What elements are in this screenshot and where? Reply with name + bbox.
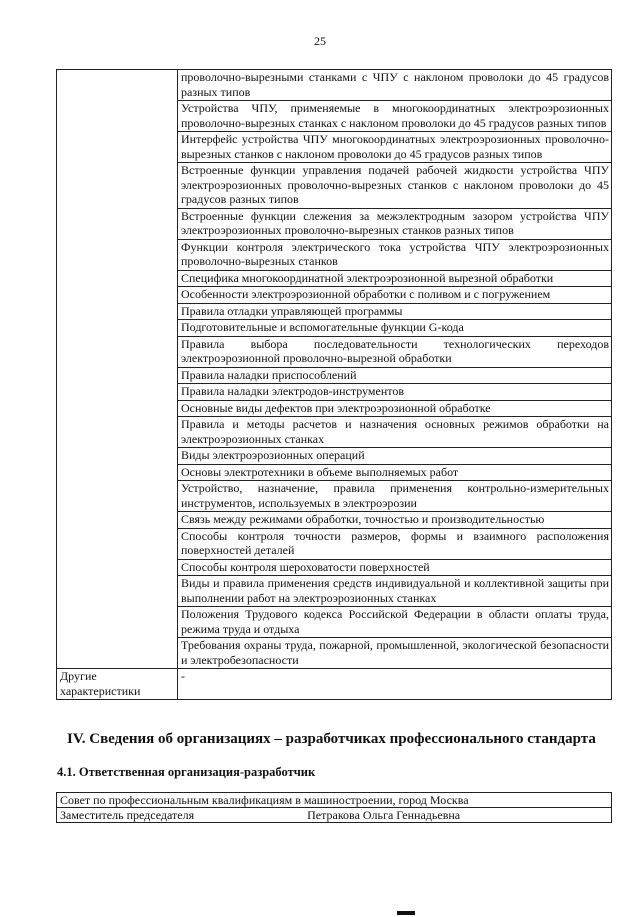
knowledge-item: Требования охраны труда, пожарной, промышленной, экологической безопасности и электробезопасности (178, 638, 612, 669)
organization-name: Совет по профессиональным квалификациям в машиностроении, город Москва (57, 793, 612, 808)
scan-artifact (397, 911, 415, 915)
knowledge-item: Связь между режимами обработки, точностью и производительностью (178, 512, 612, 529)
table-row (57, 70, 612, 101)
knowledge-item: Правила наладки электродов-инструментов (178, 384, 612, 401)
knowledge-item: Способы контроля точности размеров, формы и взаимного расположения поверхностей деталей (178, 528, 612, 559)
knowledge-item: Правила выбора последовательности технологических переходов электроэрозионной проволочно-вырезной обработки (178, 336, 612, 367)
page-number: 25 (314, 34, 326, 48)
knowledge-item: Основы электротехники в объеме выполняемых работ (178, 464, 612, 481)
knowledge-item: проволочно-вырезными станками с ЧПУ с наклоном проволоки до 45 градусов разных типов (178, 70, 612, 101)
knowledge-item: Интерфейс устройства ЧПУ многокоординатных электроэрозионных проволочно-вырезных станков с наклоном проволоки до 45 градусов разных типов (178, 132, 612, 163)
knowledge-item: Виды и правила применения средств индивидуальной и коллективной защиты при выполнении работ на электроэрозионных станках (178, 576, 612, 607)
required-knowledge-label-cell (57, 70, 178, 669)
knowledge-item: Встроенные функции управления подачей рабочей жидкости устройства ЧПУ электроэрозионных проволочно-вырезных станков с наклоном проволоки до 45 градусов разных типов (178, 163, 612, 209)
knowledge-item: Правила отладки управляющей программы (178, 303, 612, 320)
subsection-heading: 4.1. Ответственная организация-разработчик (57, 765, 316, 779)
knowledge-item: Правила и методы расчетов и назначения основных режимов обработки на электроэрозионных станках (178, 417, 612, 448)
organization-representative (57, 808, 612, 823)
table-row (57, 793, 612, 808)
knowledge-item: Особенности электроэрозионной обработки с поливом и с погружением (178, 287, 612, 304)
knowledge-table (56, 69, 612, 700)
knowledge-item: Виды электроэрозионных операций (178, 448, 612, 465)
representative-name: Петракова Ольга Геннадьевна (307, 808, 461, 822)
other-characteristics-value: - (178, 669, 612, 700)
knowledge-item: Функции контроля электрического тока устройства ЧПУ электроэрозионных проволочно-вырезных станков (178, 239, 612, 270)
knowledge-item: Устройства ЧПУ, применяемые в многокоординатных электроэрозионных проволочно-вырезных станках с наклоном проволоки до 45 градусов разных типов (178, 101, 612, 132)
organization-table (56, 792, 612, 823)
other-characteristics-label: Другие характеристики (57, 669, 178, 700)
knowledge-item: Способы контроля шероховатости поверхностей (178, 559, 612, 576)
knowledge-item: Специфика многокоординатной электроэрозионной вырезной обработки (178, 270, 612, 287)
knowledge-item: Положения Трудового кодекса Российской Федерации в области оплаты труда, режима труда и отдыха (178, 607, 612, 638)
knowledge-item: Правила наладки приспособлений (178, 367, 612, 384)
knowledge-item: Встроенные функции слежения за межэлектродным зазором устройства ЧПУ электроэрозионных проволочно-вырезных станков разных типов (178, 208, 612, 239)
knowledge-item: Основные виды дефектов при электроэрозионной обработке (178, 400, 612, 417)
knowledge-item: Подготовительные и вспомогательные функции G-кода (178, 320, 612, 337)
representative-position: Заместитель председателя (60, 808, 195, 822)
table-row (57, 669, 612, 700)
section-heading: IV. Сведения об организациях – разработчиках профессионального стандарта (67, 731, 596, 747)
knowledge-item: Устройство, назначение, правила применения контрольно-измерительных инструментов, используемых в электроэрозии (178, 481, 612, 512)
table-row (57, 808, 612, 823)
